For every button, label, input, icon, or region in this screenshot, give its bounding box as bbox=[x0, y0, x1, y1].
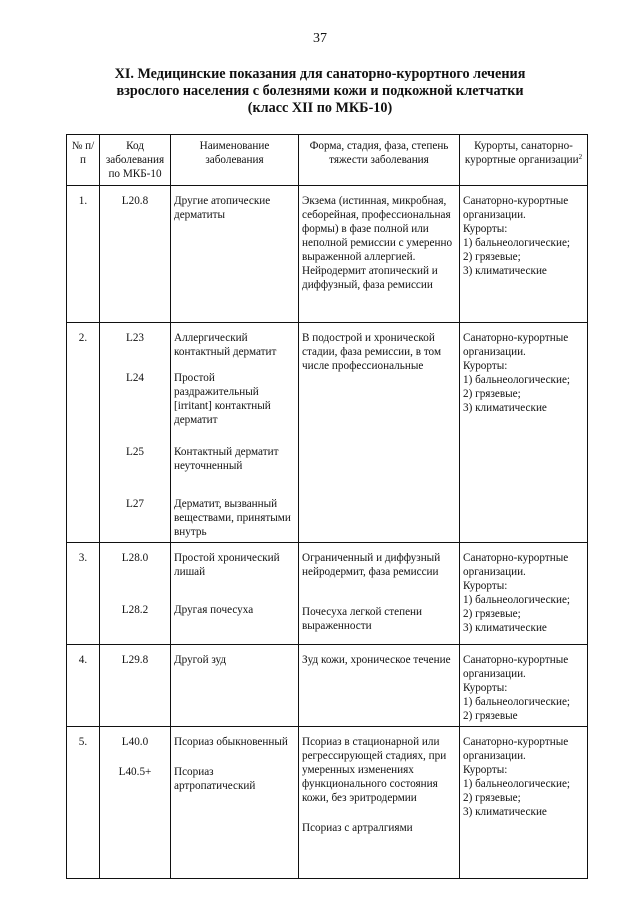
disease-code: L29.8 bbox=[121, 654, 149, 666]
footnote-mark: 2 bbox=[578, 153, 583, 161]
code-entry bbox=[103, 371, 167, 427]
resort-line: 1) бальнеологические; bbox=[463, 237, 571, 249]
resort-line: 2) грязевые; bbox=[463, 792, 521, 804]
resort-line: Курорты: bbox=[463, 223, 508, 235]
resort-line: Санаторно-курортные организации. bbox=[463, 552, 569, 578]
row-number-text: 5. bbox=[78, 736, 88, 748]
resort-line: Курорты: bbox=[463, 764, 508, 776]
disease-code: L20.8 bbox=[121, 195, 149, 207]
header-name: Наименование заболевания bbox=[171, 135, 299, 186]
code-entry bbox=[103, 551, 167, 579]
disease-form-text: Ограниченный и диффузный нейродермит, фаза ремиссии bbox=[302, 552, 441, 578]
disease-name: Контактный дерматит неуточненный bbox=[174, 446, 279, 472]
name-entry bbox=[174, 194, 295, 222]
resort-cell bbox=[460, 645, 588, 727]
disease-form-text: Зуд кожи, хроническое течение bbox=[302, 654, 451, 666]
title-line-1: XI. Медицинские показания для санаторно-курортного лечения bbox=[114, 66, 526, 82]
row-number-text: 1. bbox=[78, 195, 88, 207]
table-row bbox=[67, 323, 588, 543]
header-num: № п/п bbox=[67, 135, 100, 186]
disease-code: L40.0 bbox=[121, 736, 149, 748]
header-resort bbox=[460, 135, 588, 186]
resort-line: 2) грязевые; bbox=[463, 388, 521, 400]
disease-name: Дерматит, вызванный веществами, принятыми внутрь bbox=[174, 498, 291, 538]
code-entry bbox=[103, 735, 167, 749]
resort-line: 3) климатические bbox=[463, 806, 547, 818]
header-code: Код заболевания по МКБ-10 bbox=[100, 135, 171, 186]
disease-form-cell bbox=[299, 323, 460, 543]
resort-line: 1) бальнеологические; bbox=[463, 594, 571, 606]
disease-form-text: Псориаз в стационарной или регрессирующей стадиях, при умеренных изменениях функционального состояния кожи, без эритродермии bbox=[302, 736, 447, 804]
row-number bbox=[67, 186, 100, 323]
row-number bbox=[67, 543, 100, 645]
name-entry bbox=[174, 371, 295, 427]
resort-line: Санаторно-курортные организации. bbox=[463, 736, 569, 762]
disease-name: Простой хронический лишай bbox=[174, 552, 280, 578]
disease-name: Псориаз обыкновенный bbox=[174, 736, 288, 748]
disease-code-cell bbox=[100, 186, 171, 323]
disease-code-cell bbox=[100, 727, 171, 879]
resort-line: Санаторно-курортные организации. bbox=[463, 654, 569, 680]
disease-name: Простой раздражительный [irritant] контактный дерматит bbox=[174, 372, 271, 426]
disease-name-cell bbox=[171, 645, 299, 727]
table-header-row bbox=[67, 135, 588, 186]
resort-line: 3) климатические bbox=[463, 622, 547, 634]
disease-form-text: В подострой и хронической стадии, фаза ремиссии, в том числе профессиональные bbox=[302, 332, 442, 372]
resort-line: 3) климатические bbox=[463, 402, 547, 414]
indications-table bbox=[66, 134, 588, 879]
table-row bbox=[67, 543, 588, 645]
title-line-3: (класс XII по МКБ-10) bbox=[247, 100, 393, 116]
row-number bbox=[67, 323, 100, 543]
disease-form-text: Почесуха легкой степени выраженности bbox=[302, 606, 423, 632]
resort-line: Курорты: bbox=[463, 580, 508, 592]
disease-name: Аллергический контактный дерматит bbox=[174, 332, 277, 358]
disease-form-cell bbox=[299, 543, 460, 645]
header-resort-label: Курорты, санаторно-курортные организации bbox=[464, 140, 579, 166]
resort-line: Курорты: bbox=[463, 682, 508, 694]
name-entry bbox=[174, 445, 295, 473]
row-number-text: 4. bbox=[78, 654, 88, 666]
disease-form-cell bbox=[299, 186, 460, 323]
table-row bbox=[67, 727, 588, 879]
resort-line: 2) грязевые bbox=[463, 710, 518, 722]
disease-code: L24 bbox=[125, 372, 145, 384]
code-entry bbox=[103, 603, 167, 617]
row-number bbox=[67, 727, 100, 879]
disease-name: Другая почесуха bbox=[174, 604, 254, 616]
disease-name-cell bbox=[171, 186, 299, 323]
disease-form-cell bbox=[299, 727, 460, 879]
header-form: Форма, стадия, фаза, степень тяжести заболевания bbox=[299, 135, 460, 186]
code-entry bbox=[103, 331, 167, 359]
disease-code: L28.0 bbox=[121, 552, 149, 564]
table-row bbox=[67, 645, 588, 727]
resort-line: Санаторно-курортные организации. bbox=[463, 332, 569, 358]
disease-code: L25 bbox=[125, 446, 145, 458]
code-entry bbox=[103, 194, 167, 222]
resort-cell bbox=[460, 186, 588, 323]
disease-form-cell bbox=[299, 645, 460, 727]
row-number-text: 3. bbox=[78, 552, 88, 564]
resort-line: 1) бальнеологические; bbox=[463, 374, 571, 386]
resort-line: Курорты: bbox=[463, 360, 508, 372]
disease-code-cell bbox=[100, 543, 171, 645]
disease-form-text: Псориаз с артралгиями bbox=[302, 822, 413, 834]
disease-name-cell bbox=[171, 727, 299, 879]
disease-code: L27 bbox=[125, 498, 145, 510]
resort-cell bbox=[460, 543, 588, 645]
name-entry bbox=[174, 765, 295, 793]
disease-name-cell bbox=[171, 543, 299, 645]
resort-line: 3) климатические bbox=[463, 265, 547, 277]
name-entry bbox=[174, 603, 295, 617]
code-entry bbox=[103, 497, 167, 539]
code-entry bbox=[103, 445, 167, 473]
disease-code: L23 bbox=[125, 332, 145, 344]
title-line-2: взрослого населения с болезнями кожи и подкожной клетчатки bbox=[116, 83, 524, 99]
code-entry bbox=[103, 653, 167, 667]
table-body bbox=[67, 186, 588, 879]
name-entry bbox=[174, 653, 295, 667]
resort-cell bbox=[460, 727, 588, 879]
disease-code-cell bbox=[100, 645, 171, 727]
disease-code-cell bbox=[100, 323, 171, 543]
table-row bbox=[67, 186, 588, 323]
row-number-text: 2. bbox=[78, 332, 88, 344]
resort-line: 2) грязевые; bbox=[463, 608, 521, 620]
disease-name: Псориаз артропатический bbox=[174, 766, 256, 792]
resort-line: 2) грязевые; bbox=[463, 251, 521, 263]
resort-line: 1) бальнеологические; bbox=[463, 778, 571, 790]
resort-line: 1) бальнеологические; bbox=[463, 696, 571, 708]
disease-code: L40.5+ bbox=[118, 766, 152, 778]
name-entry bbox=[174, 551, 295, 579]
disease-code: L28.2 bbox=[121, 604, 149, 616]
disease-name: Другой зуд bbox=[174, 654, 227, 666]
resort-cell bbox=[460, 323, 588, 543]
name-entry bbox=[174, 735, 295, 749]
code-entry bbox=[103, 765, 167, 793]
row-number bbox=[67, 645, 100, 727]
disease-name: Другие атопические дерматиты bbox=[174, 195, 271, 221]
document-title bbox=[85, 66, 555, 117]
disease-form-text: Экзема (истинная, микробная, себорейная, профессиональная формы) в фазе полной или неполной ремиссии с умеренно выраженной аллергией. Нейродермит атопический и диффузный, фаза ремиссии bbox=[302, 195, 453, 291]
page-number: 37 bbox=[313, 31, 327, 46]
name-entry bbox=[174, 331, 295, 359]
name-entry bbox=[174, 497, 295, 539]
resort-line: Санаторно-курортные организации. bbox=[463, 195, 569, 221]
disease-name-cell bbox=[171, 323, 299, 543]
